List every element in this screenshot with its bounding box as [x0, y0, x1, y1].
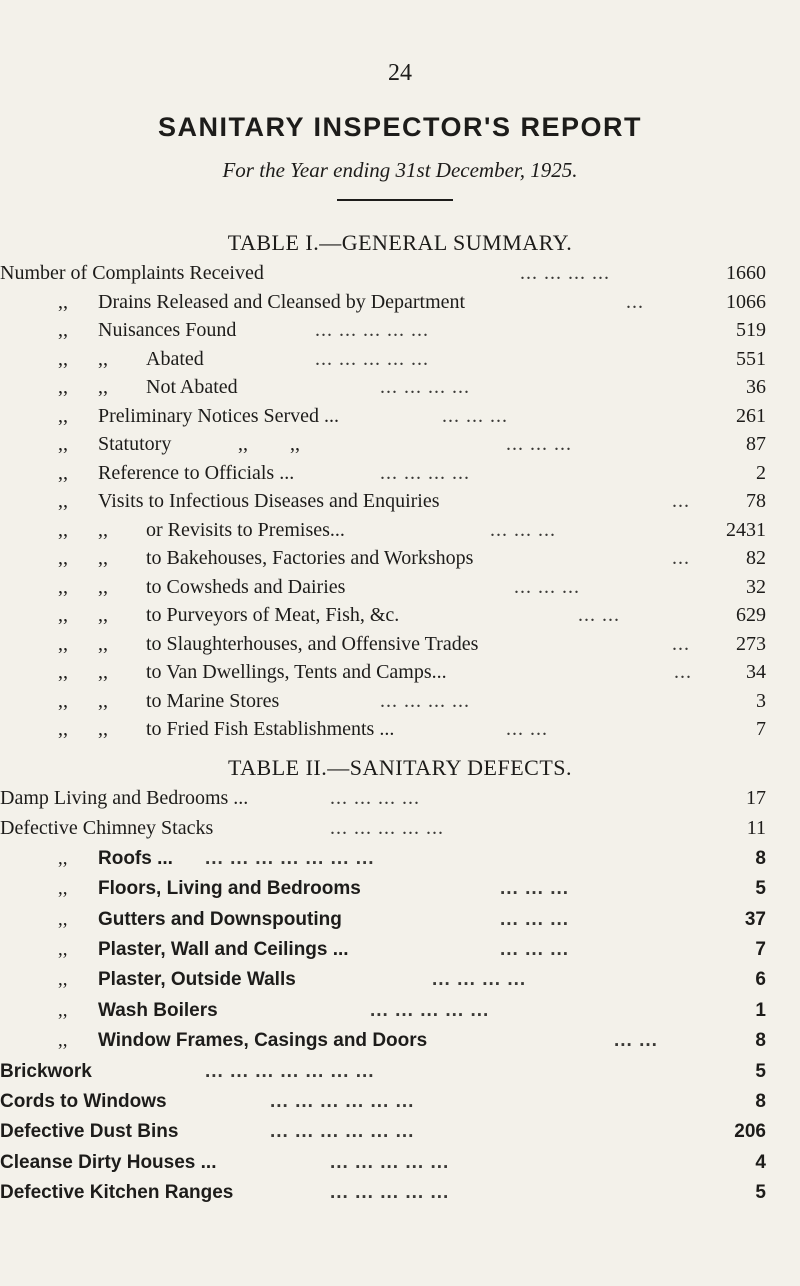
- ditto-mark: ,,: [58, 632, 68, 655]
- ditto-mark: ,,: [58, 461, 68, 484]
- row-label: Cleanse Dirty Houses ...: [0, 1151, 217, 1173]
- row-label: Drains Released and Cleansed by Department: [98, 290, 466, 313]
- row-value: 2: [756, 461, 766, 484]
- table-row: [0, 787, 800, 817]
- row-label: Visits to Infectious Diseases and Enquiries: [98, 490, 440, 512]
- ditto-mark: ,,: [58, 969, 68, 991]
- table-row: [0, 939, 800, 969]
- table-row: [0, 348, 800, 377]
- table-row: [0, 1091, 800, 1121]
- ditto-mark: ,,: [98, 347, 108, 370]
- row-label: Number of Complaints Received: [0, 262, 264, 284]
- row-label: to Fried Fish Establishments ...: [146, 718, 395, 740]
- table-row: [0, 1000, 800, 1030]
- table-row: [0, 690, 800, 719]
- table-row: [0, 969, 800, 999]
- row-label: Plaster, Outside Walls: [98, 969, 296, 991]
- row-label: Gutters and Downspouting: [98, 908, 342, 930]
- row-label: or Revisits to Premises...: [146, 518, 345, 541]
- table-row: [0, 1061, 800, 1091]
- leader-dots: ... ... ...: [442, 404, 508, 427]
- row-label: to Marine Stores: [146, 689, 280, 712]
- table-row: [0, 1182, 800, 1212]
- ditto-mark: ,,: [58, 575, 68, 598]
- title-rule: [337, 199, 453, 201]
- table-row: [0, 878, 800, 908]
- ditto-mark: ,,: [58, 347, 68, 370]
- row-label: Statutory: [98, 433, 172, 455]
- row-label: to Van Dwellings, Tents and Camps...: [146, 661, 447, 683]
- ditto-mark: ,,: [58, 518, 68, 541]
- table-row: [0, 633, 800, 662]
- leader-dots: ...: [672, 632, 690, 655]
- leader-dots: ...: [626, 290, 644, 313]
- ditto-mark: ,,: [58, 661, 68, 683]
- leader-dots: ... ... ... ... ... ... ...: [205, 1060, 375, 1082]
- table-row: [0, 462, 800, 491]
- row-value: 32: [746, 575, 766, 598]
- table-row: [0, 604, 800, 633]
- row-value: 5: [755, 1060, 766, 1082]
- table1-heading: TABLE I.—GENERAL SUMMARY.: [227, 230, 573, 255]
- row-value: 8: [755, 1090, 766, 1112]
- row-label: Roofs ...: [98, 847, 173, 869]
- row-label: Defective Dust Bins: [0, 1121, 179, 1143]
- leader-dots: ... ... ... ...: [380, 461, 470, 484]
- row-value: 2431: [726, 518, 766, 541]
- ditto-mark: ,,: [58, 999, 68, 1021]
- leader-dots: ... ... ... ... ...: [330, 817, 444, 840]
- row-value: 37: [744, 908, 766, 930]
- ditto-mark: ,,: [58, 290, 68, 313]
- general-summary-table: [0, 262, 800, 747]
- row-value: 7: [755, 938, 766, 960]
- leader-dots: ...: [672, 547, 690, 569]
- row-value: 273: [736, 632, 766, 655]
- table-row: [0, 433, 800, 462]
- ditto-mark: ,,: [98, 376, 108, 398]
- leader-dots: ... ... ... ...: [380, 376, 470, 398]
- table-row: [0, 490, 800, 519]
- table-row: [0, 376, 800, 405]
- leader-dots: ... ... ... ... ...: [330, 1151, 450, 1173]
- ditto-mark: ,,: [58, 547, 68, 569]
- ditto-mark: ,,: [58, 938, 68, 960]
- table-row: [0, 1152, 800, 1182]
- table-row: [0, 848, 800, 878]
- leader-dots: ... ... ... ... ...: [315, 319, 429, 341]
- row-value: 8: [755, 847, 766, 869]
- table-row: [0, 405, 800, 434]
- ditto-mark: ,,: [98, 689, 108, 712]
- row-value: 5: [755, 878, 766, 900]
- row-label: Window Frames, Casings and Doors: [98, 1030, 428, 1052]
- row-value: 551: [736, 347, 766, 370]
- table-row: [0, 718, 800, 747]
- leader-dots: ...: [674, 661, 692, 683]
- leader-dots: ...: [672, 490, 690, 512]
- row-value: 1660: [726, 262, 766, 284]
- row-value: 34: [746, 661, 766, 683]
- ditto-mark: ,,: [58, 490, 68, 512]
- row-label: Wash Boilers: [98, 999, 218, 1021]
- ditto-mark: ,,: [58, 404, 68, 427]
- row-label: Plaster, Wall and Ceilings ...: [98, 938, 349, 960]
- ditto-mark: ,,: [58, 376, 68, 398]
- leader-dots: ... ... ...: [500, 938, 570, 960]
- row-value: 17: [746, 787, 766, 809]
- ditto-mark: ,,: [98, 575, 108, 598]
- row-value: 82: [746, 547, 766, 569]
- row-value: 519: [736, 319, 766, 341]
- row-label: Floors, Living and Bedrooms: [98, 878, 361, 900]
- table-row: [0, 262, 800, 291]
- row-value: 629: [736, 604, 766, 626]
- leader-dots: ... ... ... ... ... ... ...: [205, 847, 375, 869]
- row-label: to Bakehouses, Factories and Workshops: [146, 547, 474, 569]
- ditto-mark: ,,: [290, 433, 300, 455]
- table-row: [0, 1030, 800, 1060]
- leader-dots: ... ... ... ... ... ...: [270, 1121, 415, 1143]
- table-row: [0, 1121, 800, 1151]
- row-label: Nuisances Found: [98, 319, 237, 341]
- leader-dots: ... ... ...: [506, 433, 572, 455]
- table2-heading: TABLE II.—SANITARY DEFECTS.: [227, 755, 573, 780]
- row-value: 5: [755, 1182, 766, 1204]
- row-value: 1066: [726, 290, 766, 313]
- table-row: [0, 319, 800, 348]
- leader-dots: ... ... ...: [500, 908, 570, 930]
- leader-dots: ... ...: [578, 604, 620, 626]
- leader-dots: ... ... ... ... ...: [315, 347, 429, 370]
- leader-dots: ... ... ... ...: [432, 969, 527, 991]
- table-row: [0, 519, 800, 548]
- row-value: 1: [755, 999, 766, 1021]
- ditto-mark: ,,: [98, 518, 108, 541]
- row-label: Reference to Officials ...: [98, 461, 295, 484]
- ditto-mark: ,,: [58, 433, 68, 455]
- row-label: Damp Living and Bedrooms ...: [0, 787, 249, 809]
- row-label: to Purveyors of Meat, Fish, &c.: [146, 604, 400, 626]
- table-row: [0, 291, 800, 320]
- row-label: Abated: [146, 347, 204, 370]
- ditto-mark: ,,: [58, 604, 68, 626]
- ditto-mark: ,,: [98, 604, 108, 626]
- row-value: 261: [736, 404, 766, 427]
- table-row: [0, 547, 800, 576]
- row-label: Defective Chimney Stacks: [0, 817, 214, 840]
- leader-dots: ... ... ... ...: [520, 262, 610, 284]
- row-value: 3: [756, 689, 766, 712]
- leader-dots: ... ...: [614, 1030, 658, 1052]
- table-row: [0, 817, 800, 847]
- ditto-mark: ,,: [58, 1030, 68, 1052]
- leader-dots: ... ... ... ... ...: [370, 999, 490, 1021]
- report-subtitle: For the Year ending 31st December, 1925.: [222, 158, 578, 182]
- ditto-mark: ,,: [238, 433, 248, 455]
- leader-dots: ... ... ... ...: [330, 787, 420, 809]
- ditto-mark: ,,: [98, 718, 108, 740]
- sanitary-defects-table: [0, 787, 800, 1212]
- leader-dots: ... ... ...: [514, 575, 580, 598]
- ditto-mark: ,,: [98, 632, 108, 655]
- ditto-mark: ,,: [58, 718, 68, 740]
- row-label: to Slaughterhouses, and Offensive Trades: [146, 632, 479, 655]
- row-value: 7: [756, 718, 766, 740]
- ditto-mark: ,,: [58, 847, 68, 869]
- row-value: 87: [746, 433, 766, 455]
- row-label: to Cowsheds and Dairies: [146, 575, 346, 598]
- page-number: 24: [388, 60, 412, 86]
- table-row: [0, 576, 800, 605]
- ditto-mark: ,,: [98, 547, 108, 569]
- row-label: Not Abated: [146, 376, 238, 398]
- ditto-mark: ,,: [58, 878, 68, 900]
- leader-dots: ... ... ... ...: [380, 689, 470, 712]
- row-label: Preliminary Notices Served ...: [98, 404, 340, 427]
- row-value: 206: [734, 1121, 766, 1143]
- report-title: SANITARY INSPECTOR'S REPORT: [158, 112, 642, 142]
- table-row: [0, 661, 800, 690]
- row-value: 78: [746, 490, 766, 512]
- leader-dots: ... ... ... ... ... ...: [270, 1090, 415, 1112]
- row-value: 36: [746, 376, 766, 398]
- leader-dots: ... ... ...: [490, 518, 556, 541]
- ditto-mark: ,,: [58, 689, 68, 712]
- row-value: 8: [755, 1030, 766, 1052]
- ditto-mark: ,,: [58, 908, 68, 930]
- row-label: Defective Kitchen Ranges: [0, 1182, 234, 1204]
- ditto-mark: ,,: [58, 319, 68, 341]
- leader-dots: ... ... ... ... ...: [330, 1182, 450, 1204]
- row-value: 11: [746, 817, 766, 840]
- row-value: 6: [755, 969, 766, 991]
- row-label: Brickwork: [0, 1060, 92, 1082]
- row-value: 4: [755, 1151, 766, 1173]
- ditto-mark: ,,: [98, 661, 108, 683]
- leader-dots: ... ...: [506, 718, 548, 740]
- leader-dots: ... ... ...: [500, 878, 570, 900]
- table-row: [0, 909, 800, 939]
- row-label: Cords to Windows: [0, 1090, 167, 1112]
